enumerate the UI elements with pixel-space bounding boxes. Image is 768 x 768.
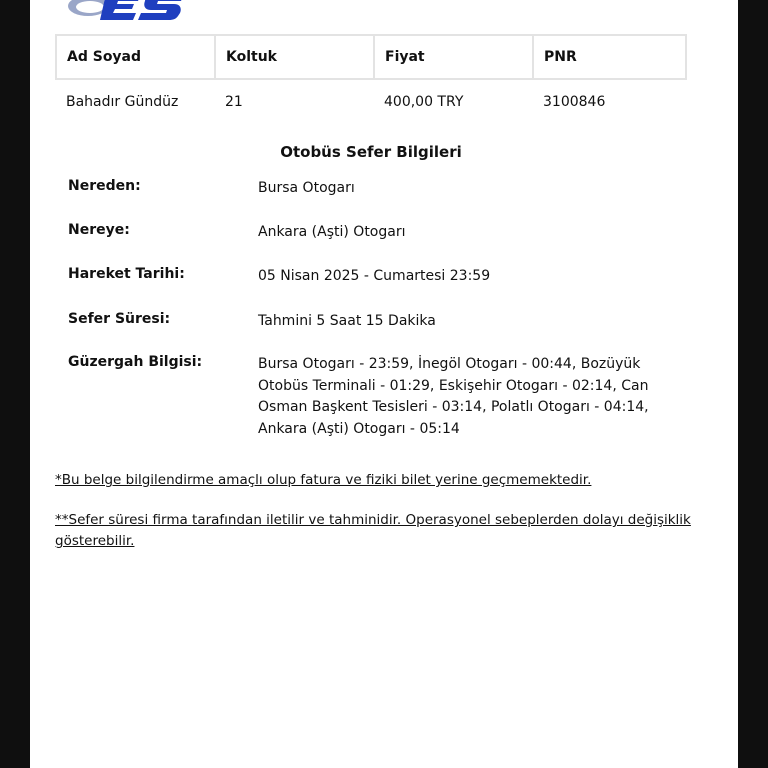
- to-label: Nereye:: [68, 222, 130, 238]
- to-value: Ankara (Aşti) Otogarı: [258, 224, 406, 240]
- ticket-document: [30, 0, 738, 768]
- passenger-name: Bahadır Gündüz: [66, 94, 179, 110]
- seat-number: 21: [225, 94, 243, 110]
- company-logo: [66, 0, 206, 20]
- ticket-price: 400,00 TRY: [384, 94, 464, 110]
- route-label: Güzergah Bilgisi:: [68, 354, 203, 370]
- header-price: Fiyat: [374, 35, 533, 79]
- route-value: Bursa Otogarı - 23:59, İnegöl Otogarı - 00:44, Bozüyük Otobüs Terminali - 01:29, Eskişehir Otogarı - 02:14, Can Osman Başkent Tesisleri - 03:14, Polatlı Otogarı - 04:14, Ankara (Aşti) Otogarı - 05:14: [258, 356, 649, 437]
- trip-info-title: Otobüs Sefer Bilgileri: [280, 143, 462, 161]
- table-row: [56, 79, 686, 112]
- header-pnr: PNR: [533, 35, 686, 79]
- duration-value: Tahmini 5 Saat 15 Dakika: [258, 313, 436, 329]
- disclaimer-note-1: *Bu belge bilgilendirme amaçlı olup fatura ve fiziki bilet yerine geçmemektedir.: [55, 472, 592, 488]
- departure-label: Hareket Tarihi:: [68, 266, 185, 282]
- left-dark-margin: [0, 0, 30, 768]
- departure-value: 05 Nisan 2025 - Cumartesi 23:59: [258, 268, 491, 284]
- disclaimer-note-2: **Sefer süresi firma tarafından iletilir ve tahminidir. Operasyonel sebeplerden dolayı değişiklik gösterebilir.: [55, 512, 691, 549]
- from-label: Nereden:: [68, 178, 141, 194]
- from-value: Bursa Otogarı: [258, 180, 355, 196]
- header-name: Ad Soyad: [56, 35, 215, 79]
- passenger-table: [55, 34, 687, 112]
- table-header-row: [56, 35, 686, 79]
- header-seat: Koltuk: [215, 35, 374, 79]
- right-dark-margin: [738, 0, 768, 768]
- duration-label: Sefer Süresi:: [68, 311, 171, 327]
- pnr-code: 3100846: [543, 94, 606, 110]
